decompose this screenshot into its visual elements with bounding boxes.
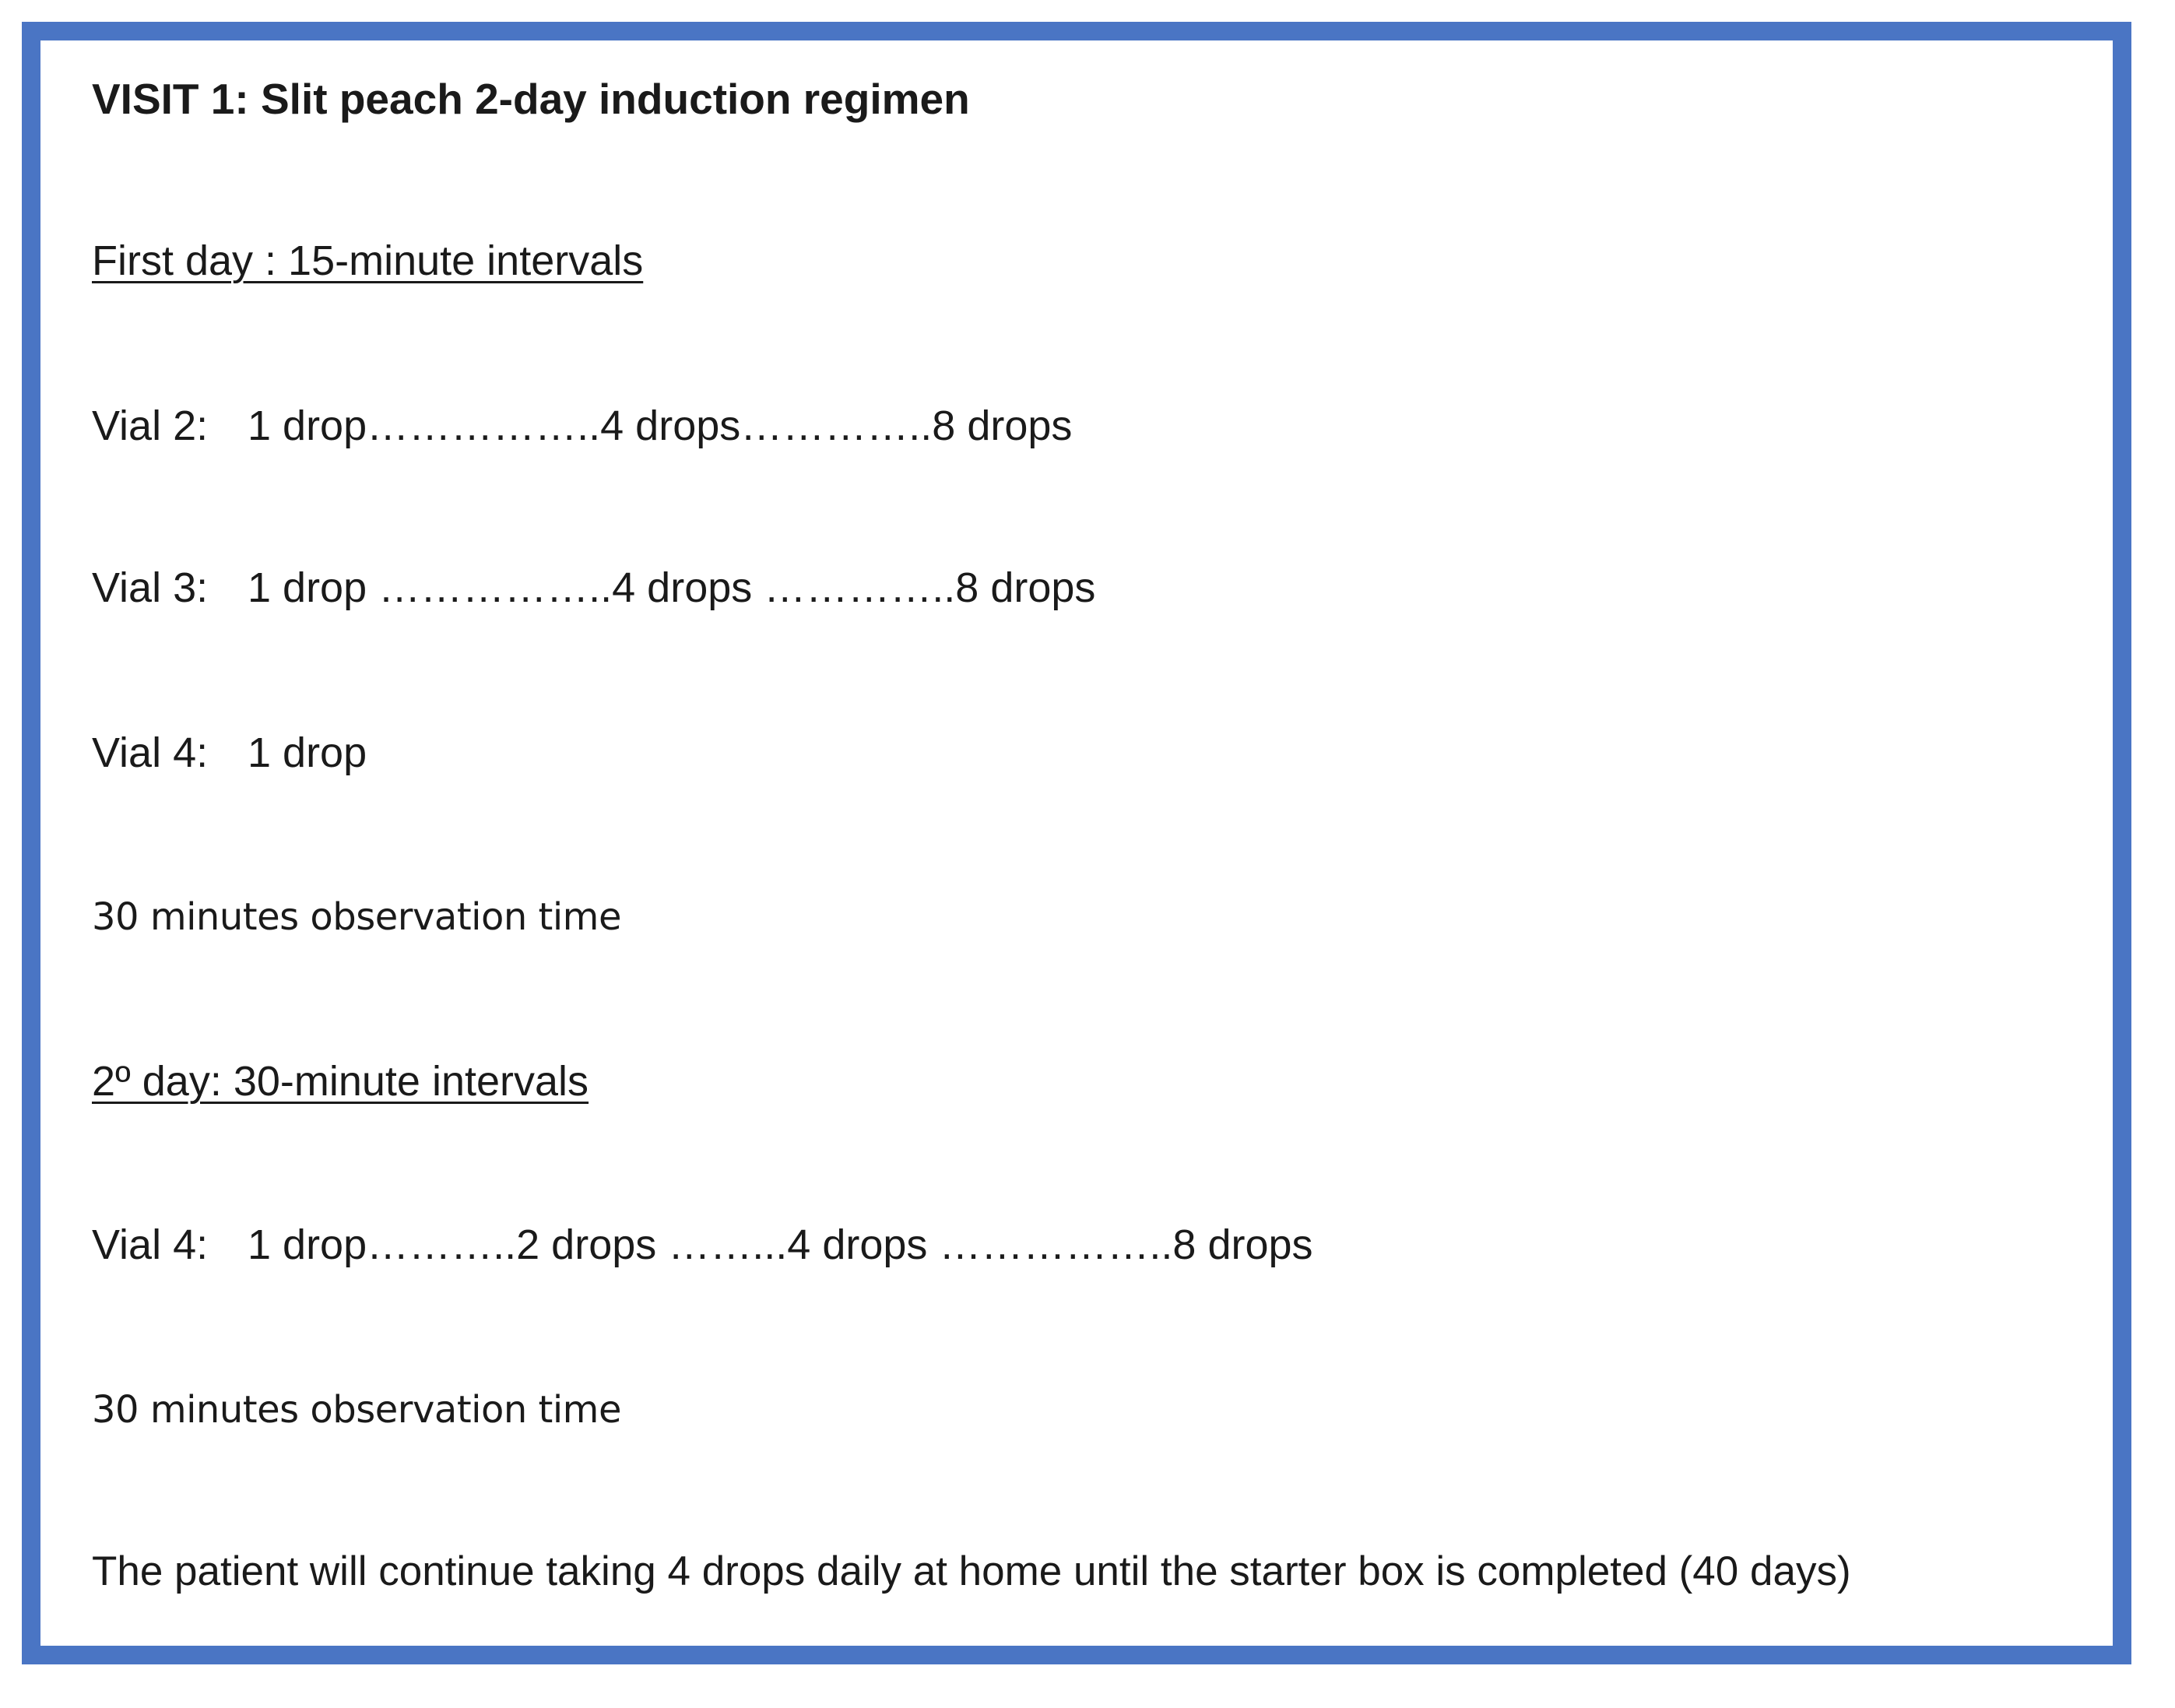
day2-vial4-row: [92, 1221, 1313, 1268]
dot-leader: ……………..: [367, 402, 601, 449]
vial-label: Vial 3:: [92, 564, 209, 611]
dose-3: 8 drops: [932, 402, 1073, 449]
footer-note: The patient will continue taking 4 drops daily at home until the starter box is completed (40 days): [92, 1548, 1851, 1594]
dot-leader: …………..: [752, 564, 956, 611]
document-frame: [22, 22, 2131, 1664]
dose-2: 2 drops: [516, 1221, 657, 1268]
dose-1: 1 drop: [248, 729, 367, 776]
day1-vial3-row: [92, 564, 1096, 611]
day2-observation: 30 minutes observation time: [92, 1388, 621, 1432]
dot-leader: …………..: [740, 402, 933, 449]
document-title: VISIT 1: Slit peach 2-day induction regimen: [92, 75, 970, 123]
vial-label: Vial 4:: [92, 729, 209, 776]
vial-label: Vial 2:: [92, 402, 209, 449]
dose-1: 1 drop: [248, 564, 367, 611]
dose-3: 4 drops: [787, 1221, 928, 1268]
day1-vial4-row: [92, 729, 367, 776]
dose-2: 4 drops: [612, 564, 753, 611]
dot-leader: ……...: [656, 1221, 788, 1268]
day1-observation: 30 minutes observation time: [92, 895, 621, 939]
dose-2: 4 drops: [600, 402, 741, 449]
dot-leader: ………..: [367, 1221, 517, 1268]
dot-leader: ……………..: [367, 564, 613, 611]
dose-1: 1 drop: [248, 402, 367, 449]
day1-heading: First day : 15-minute intervals: [92, 237, 644, 284]
day1-vial2-row: [92, 402, 1073, 449]
dose-3: 8 drops: [955, 564, 1096, 611]
vial-label: Vial 4:: [92, 1221, 209, 1268]
day2-heading: 2º day: 30-minute intervals: [92, 1058, 589, 1105]
dose-1: 1 drop: [248, 1221, 367, 1268]
dose-4: 8 drops: [1172, 1221, 1313, 1268]
dot-leader: ……………..: [927, 1221, 1173, 1268]
